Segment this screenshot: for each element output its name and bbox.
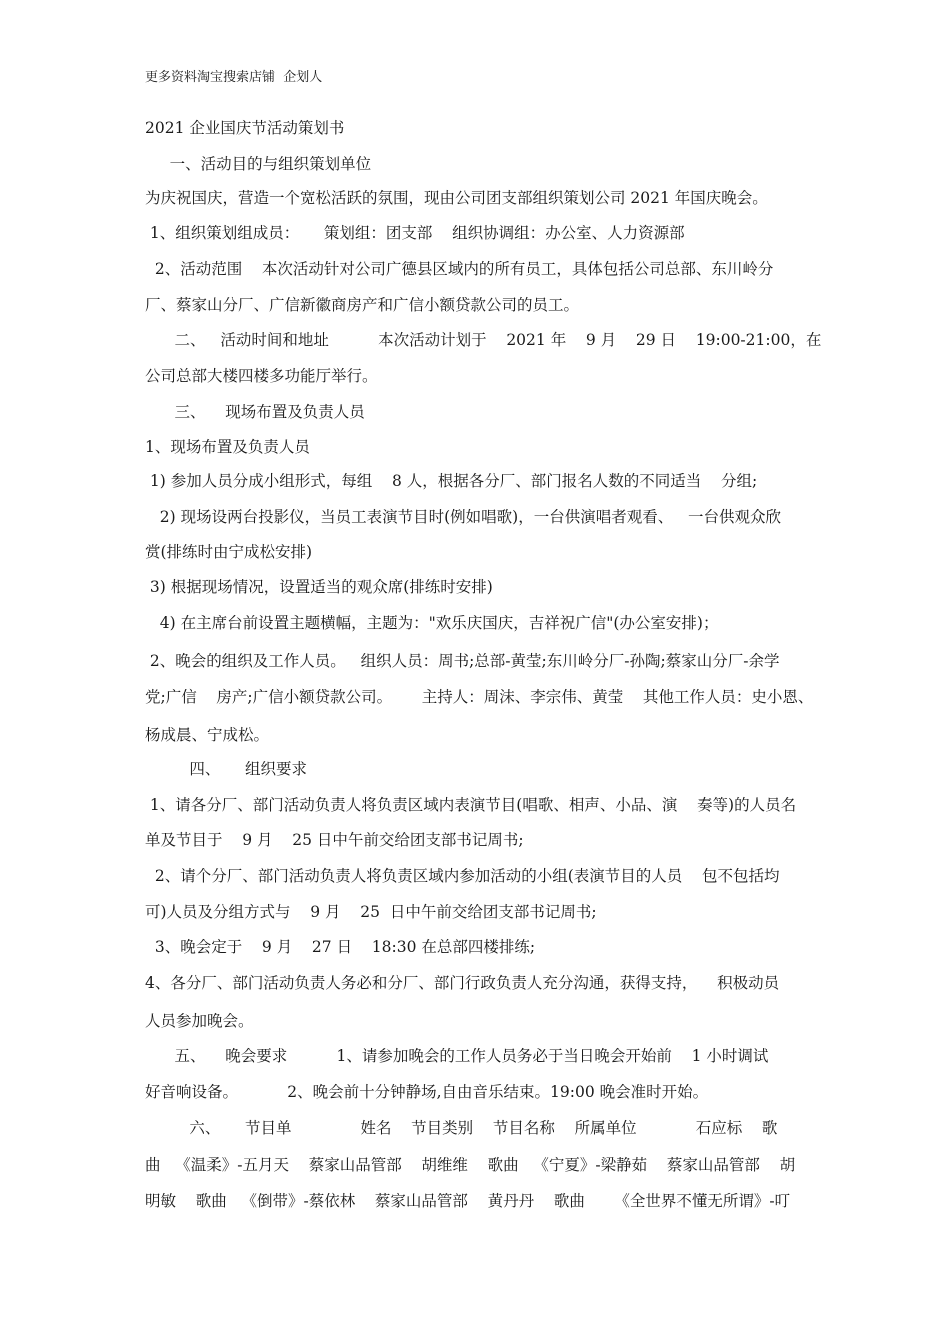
body-line: 三、 现场布置及负责人员 bbox=[145, 403, 365, 421]
body-line: 杨成晨、宁成松。 bbox=[145, 726, 270, 744]
body-line: 赏(排练时由宁成松安排) bbox=[145, 543, 313, 561]
body-line: 4) 在主席台前设置主题横幅，主题为："欢乐庆国庆，吉祥祝广信"(办公室安排)； bbox=[145, 614, 719, 632]
body-line: 曲 《温柔》-五月天 蔡家山品管部 胡维维 歌曲 《宁夏》-梁静茹 蔡家山品管部 胡 bbox=[145, 1156, 796, 1174]
document-title: 2021 企业国庆节活动策划书 bbox=[145, 119, 345, 137]
body-line: 明敏 歌曲 《倒带》-蔡依林 蔡家山品管部 黄丹丹 歌曲 《全世界不懂无所谓》-叮 bbox=[145, 1192, 791, 1210]
body-line: 单及节目于 9 月 25 日中午前交给团支部书记周书; bbox=[145, 831, 524, 849]
body-line: 六、 节目单 姓名 节目类别 节目名称 所属单位 石应标 歌 bbox=[145, 1119, 778, 1137]
body-line: 1、请各分厂、部门活动负责人将负责区域内表演节目(唱歌、相声、小品、演 奏等)的人员名 bbox=[145, 796, 797, 814]
body-line: 1) 参加人员分成小组形式，每组 8 人，根据各分厂、部门报名人数的不同适当 分组; bbox=[145, 472, 758, 490]
body-line: 3) 根据现场情况，设置适当的观众席(排练时安排) bbox=[145, 578, 493, 596]
body-line: 2、活动范围 本次活动针对公司广德县区域内的所有员工，具体包括公司总部、东川岭分 bbox=[145, 260, 774, 278]
body-line: 好音响设备。 2、晚会前十分钟静场,自由音乐结束。19:00 晚会准时开始。 bbox=[145, 1083, 709, 1101]
body-line: 一、活动目的与组织策划单位 bbox=[145, 155, 372, 173]
body-line: 可)人员及分组方式与 9 月 25 日中午前交给团支部书记周书; bbox=[145, 903, 597, 921]
body-line: 公司总部大楼四楼多功能厅举行。 bbox=[145, 367, 378, 385]
page-header: 更多资料淘宝搜索店铺 企划人 bbox=[145, 70, 323, 85]
body-line: 2) 现场设两台投影仪，当员工表演节目时(例如唱歌)，一台供演唱者观看、 一台供观众欣 bbox=[145, 508, 781, 526]
body-line: 四、 组织要求 bbox=[145, 760, 307, 778]
body-line: 3、晚会定于 9 月 27 日 18:30 在总部四楼排练; bbox=[145, 938, 536, 956]
body-line: 4、各分厂、部门活动负责人务必和分厂、部门行政负责人充分沟通，获得支持， 积极动员 bbox=[145, 974, 780, 992]
body-line: 1、组织策划组成员： 策划组：团支部 组织协调组：办公室、人力资源部 bbox=[145, 224, 685, 242]
body-line: 党;广信 房产;广信小额贷款公司。 主持人：周沫、李宗伟、黄莹 其他工作人员：史小恩、 bbox=[145, 688, 814, 706]
body-line: 五、 晚会要求 1、请参加晚会的工作人员务必于当日晚会开始前 1 小时调试 bbox=[145, 1047, 769, 1065]
body-line: 1、现场布置及负责人员 bbox=[145, 438, 310, 456]
body-line: 二、 活动时间和地址 本次活动计划于 2021 年 9 月 29 日 19:00-21:00，在 bbox=[145, 331, 822, 349]
body-line: 为庆祝国庆，营造一个宽松活跃的氛围，现由公司团支部组织策划公司 2021 年国庆晚会。 bbox=[145, 189, 768, 207]
body-line: 2、请个分厂、部门活动负责人将负责区域内参加活动的小组(表演节目的人员 包不包括均 bbox=[145, 867, 780, 885]
body-line: 2、晚会的组织及工作人员。 组织人员：周书;总部-黄莹;东川岭分厂-孙陶;蔡家山分厂-余学 bbox=[145, 652, 780, 670]
body-line: 人员参加晚会。 bbox=[145, 1012, 254, 1030]
body-line: 厂、蔡家山分厂、广信新徽商房产和广信小额贷款公司的员工。 bbox=[145, 296, 580, 314]
